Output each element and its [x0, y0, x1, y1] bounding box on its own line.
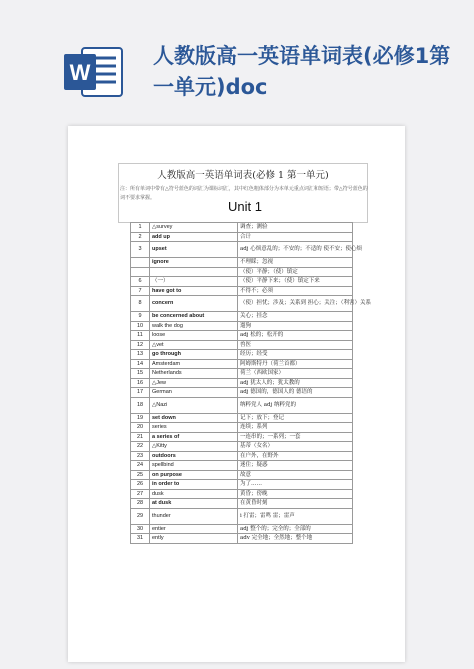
row-meaning: adj 犹太人的；犹太教的 — [238, 378, 353, 388]
table-row — [131, 277, 353, 287]
row-number: 21 — [131, 432, 150, 442]
table-row — [131, 397, 353, 413]
row-number: 18 — [131, 397, 150, 413]
row-word: series — [150, 423, 238, 433]
row-meaning: （使）平静下来；（使）镇定下来 — [238, 277, 353, 287]
row-meaning: 兽医 — [238, 340, 353, 350]
row-word: △Jew — [150, 378, 238, 388]
table-row — [131, 534, 353, 544]
table-row — [131, 340, 353, 350]
table-row — [131, 321, 353, 331]
row-meaning: 不理睬；忽视 — [238, 258, 353, 268]
row-word: thunder — [150, 508, 238, 524]
row-meaning: adj 心烦意乱的；不安的；不适的 使不安；使心烦 — [238, 242, 353, 258]
row-meaning: 连续；系列 — [238, 423, 353, 433]
row-word: △Kitty — [150, 442, 238, 452]
row-word: walk the dog — [150, 321, 238, 331]
unit-heading: Unit 1 — [228, 199, 262, 214]
row-number: 23 — [131, 451, 150, 461]
row-meaning: 为了…… — [238, 480, 353, 490]
table-row — [131, 267, 353, 277]
note-text: 注：所有单词中带有△符号蓝色的词汇为课标词汇，其中红色粗体部分为本单元重点词汇和短语；带△符号蓝色的词不要求掌握。 — [120, 186, 368, 201]
row-number: 19 — [131, 413, 150, 423]
row-meaning: 在黄昏时刻 — [238, 499, 353, 509]
row-meaning: i 打雷；雷鸣 雷；雷声 — [238, 508, 353, 524]
row-word: in order to — [150, 480, 238, 490]
row-number: 29 — [131, 508, 150, 524]
table-row — [131, 242, 353, 258]
table-row — [131, 232, 353, 242]
row-word: （一） — [150, 277, 238, 287]
row-number: 3 — [131, 242, 150, 258]
document-title: 人教版高一英语单词表(必修1第一单元)doc — [153, 44, 451, 99]
row-meaning: adv 完全地；全然地；整个地 — [238, 534, 353, 544]
table-row — [131, 480, 353, 490]
table-row — [131, 423, 353, 433]
row-meaning: （使）担忧；涉及；关系到 担心；关注；（利害）关系 — [238, 296, 353, 312]
table-row — [131, 508, 353, 524]
row-number: 8 — [131, 296, 150, 312]
row-number: 22 — [131, 442, 150, 452]
row-number: 25 — [131, 470, 150, 480]
row-meaning: 遛狗 — [238, 321, 353, 331]
row-meaning: 迷住；疑惑 — [238, 461, 353, 471]
row-word: loose — [150, 331, 238, 341]
row-word: △vet — [150, 340, 238, 350]
row-number: 6 — [131, 277, 150, 287]
table-row — [131, 312, 353, 322]
row-word: have got to — [150, 286, 238, 296]
row-word: dusk — [150, 489, 238, 499]
row-meaning: （使）平静；（使）镇定 — [238, 267, 353, 277]
row-word: set down — [150, 413, 238, 423]
row-number: 16 — [131, 378, 150, 388]
row-word: on purpose — [150, 470, 238, 480]
row-number: 15 — [131, 369, 150, 379]
row-meaning: 在户外，在野外 — [238, 451, 353, 461]
row-word: ently — [150, 534, 238, 544]
row-meaning: 荷兰（西欧国家） — [238, 369, 353, 379]
row-number: 27 — [131, 489, 150, 499]
row-meaning: 纳粹党人 adj 纳粹党的 — [238, 397, 353, 413]
row-number: 20 — [131, 423, 150, 433]
row-meaning: 记下；放下；登记 — [238, 413, 353, 423]
row-number: 12 — [131, 340, 150, 350]
row-meaning: 合计 — [238, 232, 353, 242]
table-row — [131, 258, 353, 268]
row-number: 28 — [131, 499, 150, 509]
row-word: Netherlands — [150, 369, 238, 379]
row-number — [131, 258, 150, 268]
row-meaning: 阿姆斯特丹（荷兰首都） — [238, 359, 353, 369]
row-word: outdoors — [150, 451, 238, 461]
row-number: 11 — [131, 331, 150, 341]
row-number: 9 — [131, 312, 150, 322]
table-row — [131, 524, 353, 534]
table-row — [131, 388, 353, 398]
table-row — [131, 413, 353, 423]
table-row — [131, 331, 353, 341]
row-meaning: 基蒂（女名） — [238, 442, 353, 452]
table-row — [131, 359, 353, 369]
row-word — [150, 267, 238, 277]
table-row — [131, 350, 353, 360]
row-number: 1 — [131, 223, 150, 233]
row-meaning: 不得不；必须 — [238, 286, 353, 296]
table-row — [131, 378, 353, 388]
word-doc-icon — [62, 42, 124, 102]
table-row — [131, 432, 353, 442]
table-row — [131, 461, 353, 471]
row-meaning: 一连串的；一系列；一套 — [238, 432, 353, 442]
row-word: Amsterdam — [150, 359, 238, 369]
inner-title: 人教版高一英语单词表(必修 1 第一单元) — [157, 170, 329, 181]
row-number: 10 — [131, 321, 150, 331]
row-word: △Nazi — [150, 397, 238, 413]
row-word: ignore — [150, 258, 238, 268]
vocabulary-table — [130, 222, 372, 544]
row-number: 2 — [131, 232, 150, 242]
row-number: 17 — [131, 388, 150, 398]
row-word: entier — [150, 524, 238, 534]
row-meaning: 黄昏；傍晚 — [238, 489, 353, 499]
row-meaning: 调查；测验 — [238, 223, 353, 233]
row-word: △survey — [150, 223, 238, 233]
table-row — [131, 369, 353, 379]
row-number: 24 — [131, 461, 150, 471]
table-row — [131, 489, 353, 499]
row-number: 13 — [131, 350, 150, 360]
table-row — [131, 296, 353, 312]
row-number — [131, 267, 150, 277]
table-row — [131, 223, 353, 233]
row-word: German — [150, 388, 238, 398]
row-word: upset — [150, 242, 238, 258]
row-word: concern — [150, 296, 238, 312]
document-header — [0, 0, 474, 120]
row-number: 31 — [131, 534, 150, 544]
row-meaning: 故意 — [238, 470, 353, 480]
row-word: add up — [150, 232, 238, 242]
row-word: spellbind — [150, 461, 238, 471]
table-row — [131, 499, 353, 509]
row-meaning: 关心；挂念 — [238, 312, 353, 322]
row-number: 14 — [131, 359, 150, 369]
row-meaning: adj 整个的；完全的；全部的 — [238, 524, 353, 534]
row-number: 30 — [131, 524, 150, 534]
row-word: a series of — [150, 432, 238, 442]
row-meaning: 经历；经受 — [238, 350, 353, 360]
table-row — [131, 470, 353, 480]
svg-text:W: W — [69, 60, 91, 85]
table-row — [131, 451, 353, 461]
row-word: go through — [150, 350, 238, 360]
row-meaning: adj 德国的，德国人的 德语的 — [238, 388, 353, 398]
table-row — [131, 442, 353, 452]
table-row — [131, 286, 353, 296]
row-word: be concerned about — [150, 312, 238, 322]
row-word: at dusk — [150, 499, 238, 509]
row-number: 7 — [131, 286, 150, 296]
row-meaning: adj 松的；松开的 — [238, 331, 353, 341]
row-number: 26 — [131, 480, 150, 490]
